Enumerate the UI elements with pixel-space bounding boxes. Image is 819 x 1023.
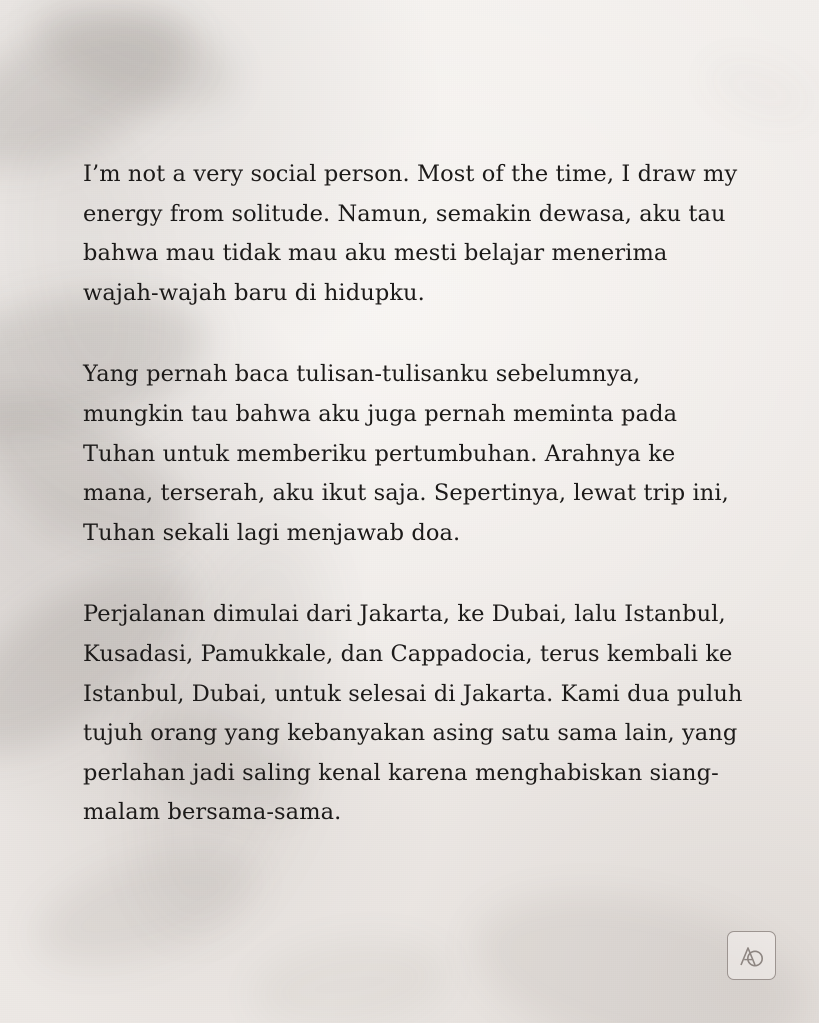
paragraph-3: Perjalanan dimulai dari Jakarta, ke Dubai, lalu Istanbul, Kusadasi, Pamukkale, dan Cappadocia, terus kembali ke Istanbul, Dubai, untuk selesai di Jakarta. Kami dua puluh tujuh orang yang kebanyakan asing satu sama lain, yang perlahan jadi saling kenal karena menghabiskan siang-malam bersama-sama. [83,601,750,826]
ao-monogram-logo [727,931,776,980]
document-body [83,155,750,833]
paragraph-2: Yang pernah baca tulisan-tulisanku sebelumnya, mungkin tau bahwa aku juga pernah meminta pada Tuhan untuk memberiku pertumbuhan. Arahnya ke mana, terserah, aku ikut saja. Sepertinya, lewat trip ini, Tuhan sekali lagi menjawab doa. [83,361,737,546]
paragraph-1: I’m not a very social person. Most of the time, I draw my energy from solitude. Namun, semakin dewasa, aku tau bahwa mau tidak mau aku mesti belajar menerima wajah-wajah baru di hidupku. [83,161,745,306]
